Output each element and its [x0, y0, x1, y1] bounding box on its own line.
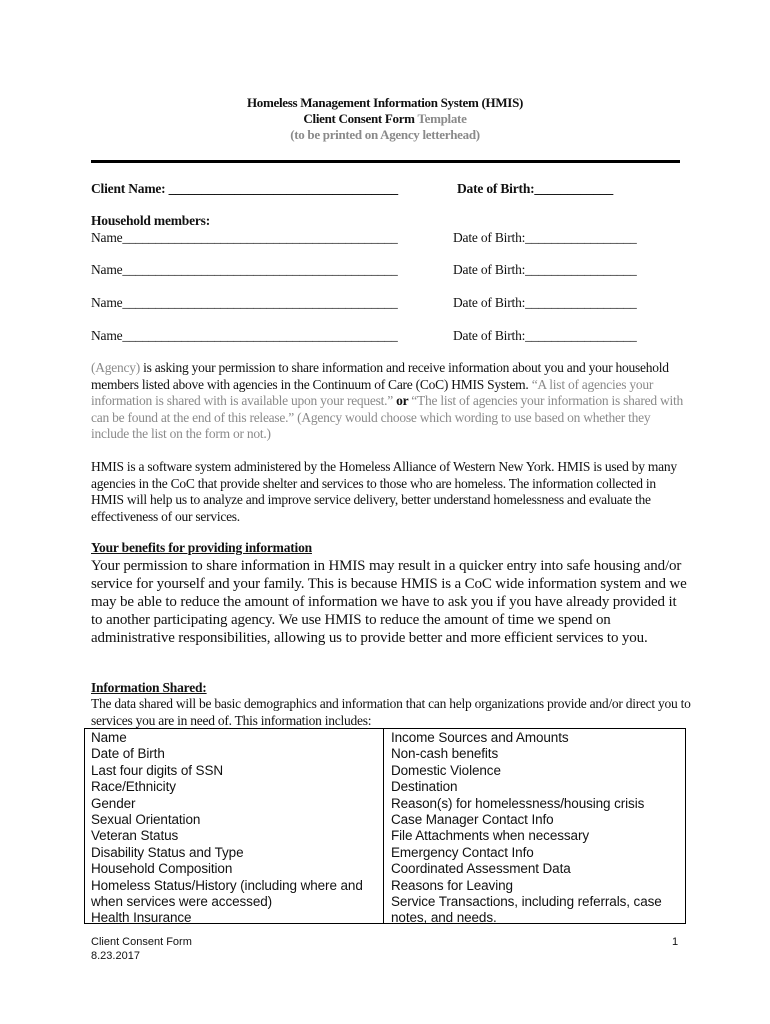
list-item: Coordinated Assessment Data	[391, 861, 571, 877]
form-title-template: Template	[417, 111, 467, 126]
household-members-heading: Household members:	[91, 213, 211, 228]
footer-left	[91, 935, 192, 963]
list-item: Service Transactions, including referrals, case	[391, 894, 662, 910]
footer-date: 8.23.2017	[91, 950, 140, 962]
list-item: Homeless Status/History (including where and	[91, 877, 363, 893]
permission-paragraph	[91, 360, 691, 443]
list-item: Reasons for Leaving	[391, 877, 513, 893]
form-system-title: Homeless Management Information System (HMIS)	[246, 95, 524, 110]
list-item: Reason(s) for homelessness/housing crisis	[391, 795, 645, 811]
list-item: File Attachments when necessary	[391, 828, 589, 844]
info-shared-text: The data shared will be basic demographics and information that can help organizations provide and/or direct you to services you are in need of. This information includes:	[91, 696, 691, 728]
household-name-field[interactable]: Name__________________________________________	[91, 295, 398, 310]
list-item: Gender	[91, 795, 136, 811]
household-name-field[interactable]: Name__________________________________________	[91, 230, 398, 245]
table-divider	[383, 729, 384, 923]
household-name-field[interactable]: Name__________________________________________	[91, 328, 398, 343]
list-item: Income Sources and Amounts	[391, 730, 569, 745]
list-item: Case Manager Contact Info	[391, 812, 554, 828]
permission-option-two: “The list of agencies your information is shared with can be found at the end of this release.” (Agency would choose which wording to use based on whether they include the list on the form or not.)	[91, 393, 683, 441]
info-shared-heading: Information Shared:	[91, 680, 207, 695]
list-item: when services were accessed)	[91, 894, 273, 910]
form-title	[0, 111, 770, 127]
list-item: notes, and needs.	[391, 910, 497, 926]
household-dob-field[interactable]: Date of Birth:_________________	[453, 262, 637, 277]
list-item: Name	[91, 730, 127, 745]
page-number: 1	[672, 936, 679, 948]
list-item: Race/Ethnicity	[91, 779, 176, 795]
letterhead-note: (to be printed on Agency letterhead)	[290, 127, 480, 142]
hmis-description: HMIS is a software system administered by the Homeless Alliance of Western New York. HMIS is used by many agencies in the CoC that provide shelter and services to those who are homeless. The information collected in HMIS will help us to analyze and improve service delivery, better understand homelessness and evaluate the effectiveness of our services.	[91, 459, 677, 524]
list-item: Household Composition	[91, 861, 233, 877]
permission-text: is asking your permission to share information and receive information about you and your household members listed above with agencies in the Continuum of Care (CoC) HMIS System.	[91, 360, 669, 392]
table-right-column	[391, 730, 683, 927]
list-item: Disability Status and Type	[91, 844, 244, 860]
client-name-field[interactable]: Client Name: ___________________________________	[91, 181, 398, 196]
list-item: Veteran Status	[91, 828, 179, 844]
list-item: Non-cash benefits	[391, 746, 499, 762]
household-dob-field[interactable]: Date of Birth:_________________	[453, 230, 637, 245]
header-divider	[91, 160, 680, 163]
benefits-text: Your permission to share information in HMIS may result in a quicker entry into safe housing and/or service for yourself and your family. This is because HMIS is a CoC wide information system and we may be able to reduce the amount of information we have to ask you if you have already provided it to another participating agency. We use HMIS to reduce the amount of time we spend on administrative responsibilities, allowing us to provide better and more efficient services to you.	[91, 558, 687, 646]
list-item: Sexual Orientation	[91, 812, 201, 828]
household-dob-field[interactable]: Date of Birth:_________________	[453, 295, 637, 310]
household-dob-field[interactable]: Date of Birth:_________________	[453, 328, 637, 343]
table-left-column	[91, 730, 381, 927]
list-item: Health Insurance	[91, 910, 192, 926]
permission-option-one: “A list of agencies your information is shared with is available upon your request.”	[91, 376, 654, 408]
footer-title: Client Consent Form	[91, 936, 192, 948]
permission-or: or	[393, 393, 412, 408]
list-item: Last four digits of SSN	[91, 762, 224, 778]
agency-placeholder: (Agency)	[91, 360, 140, 375]
household-name-field[interactable]: Name__________________________________________	[91, 262, 398, 277]
info-shared-table	[84, 728, 686, 924]
list-item: Domestic Violence	[391, 762, 501, 778]
list-item: Emergency Contact Info	[391, 844, 534, 860]
benefits-heading: Your benefits for providing information	[91, 540, 312, 555]
list-item: Destination	[391, 779, 458, 795]
form-title-main: Client Consent Form	[303, 111, 415, 126]
list-item: Date of Birth	[91, 746, 165, 762]
client-dob-field[interactable]: Date of Birth:____________	[457, 181, 614, 196]
